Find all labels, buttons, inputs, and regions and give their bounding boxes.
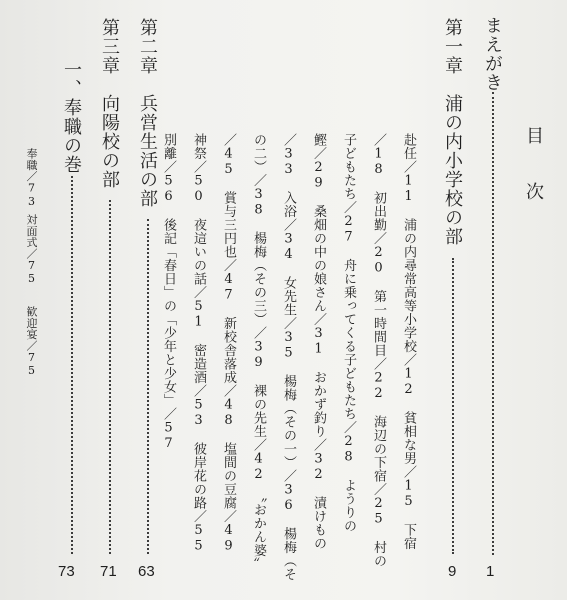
chapter-3-page-number: 71 xyxy=(100,563,117,580)
chapter-3-leader-dots xyxy=(109,200,111,554)
chapter-2-page-number: 63 xyxy=(138,563,155,580)
chapter-1-entry-line-6: の二）／38 楊梅（その三）／39 裸の先生／42 〝おかん婆〟 xyxy=(251,133,266,571)
chapter-1-entry-line-2: ／18 初出勤／20 第一時間目／22 海辺の下宿／25 村の xyxy=(371,133,386,568)
section-1-page-number: 73 xyxy=(58,563,75,580)
contents-title: 目 次 xyxy=(523,126,544,210)
section-1-title: 一、奉職の巻 xyxy=(61,60,82,174)
chapter-1-entry-line-4: 鰹／29 桑畑の中の娘さん／31 おかず釣り／32 漬けもの xyxy=(311,133,326,550)
section-1-entry-line-1: 奉職／73 xyxy=(25,148,38,208)
preface-page-number: 1 xyxy=(486,563,495,580)
chapter-1-entry-line-8: 神祭／50 夜這いの話／51 密造酒／53 彼岸花の路／55 xyxy=(191,133,206,554)
preface-label: まえがき xyxy=(482,16,503,92)
chapter-1-entry-line-1: 赴任／11 浦の内尋常高等小学校／12 貧相な男／15 下宿 xyxy=(401,133,416,550)
chapter-1-entry-line-3: 子どもたち／27 舟に乗ってくる子どもたち／28 ようりの xyxy=(341,133,356,533)
section-1-leader-dots xyxy=(71,176,73,554)
section-1-entry-line-3: 歓迎宴／75 xyxy=(25,306,38,378)
chapter-3-title: 第三章 向陽校の部 xyxy=(99,18,120,189)
preface-leader-dots xyxy=(492,92,494,555)
chapter-1-page-number: 9 xyxy=(448,563,457,580)
chapter-1-leader-dots xyxy=(452,258,454,554)
section-1-entry-line-2: 対面式／75 xyxy=(25,214,38,286)
chapter-2-leader-dots xyxy=(147,219,149,554)
chapter-1-entry-line-5: ／33 入浴／34 女先生／35 楊梅（その一）／36 楊梅（そ xyxy=(281,133,296,581)
chapter-1-title: 第一章 浦の内小学校の部 xyxy=(442,18,463,246)
chapter-2-title: 第二章 兵営生活の部 xyxy=(137,18,158,208)
chapter-1-entry-line-9: 別離／56 後記「春日」の「少年と少女」／57 xyxy=(161,133,176,452)
chapter-1-entry-line-7: ／45 賞与三円也／47 新校舎落成／48 塩間の豆腐／49 xyxy=(221,133,236,554)
